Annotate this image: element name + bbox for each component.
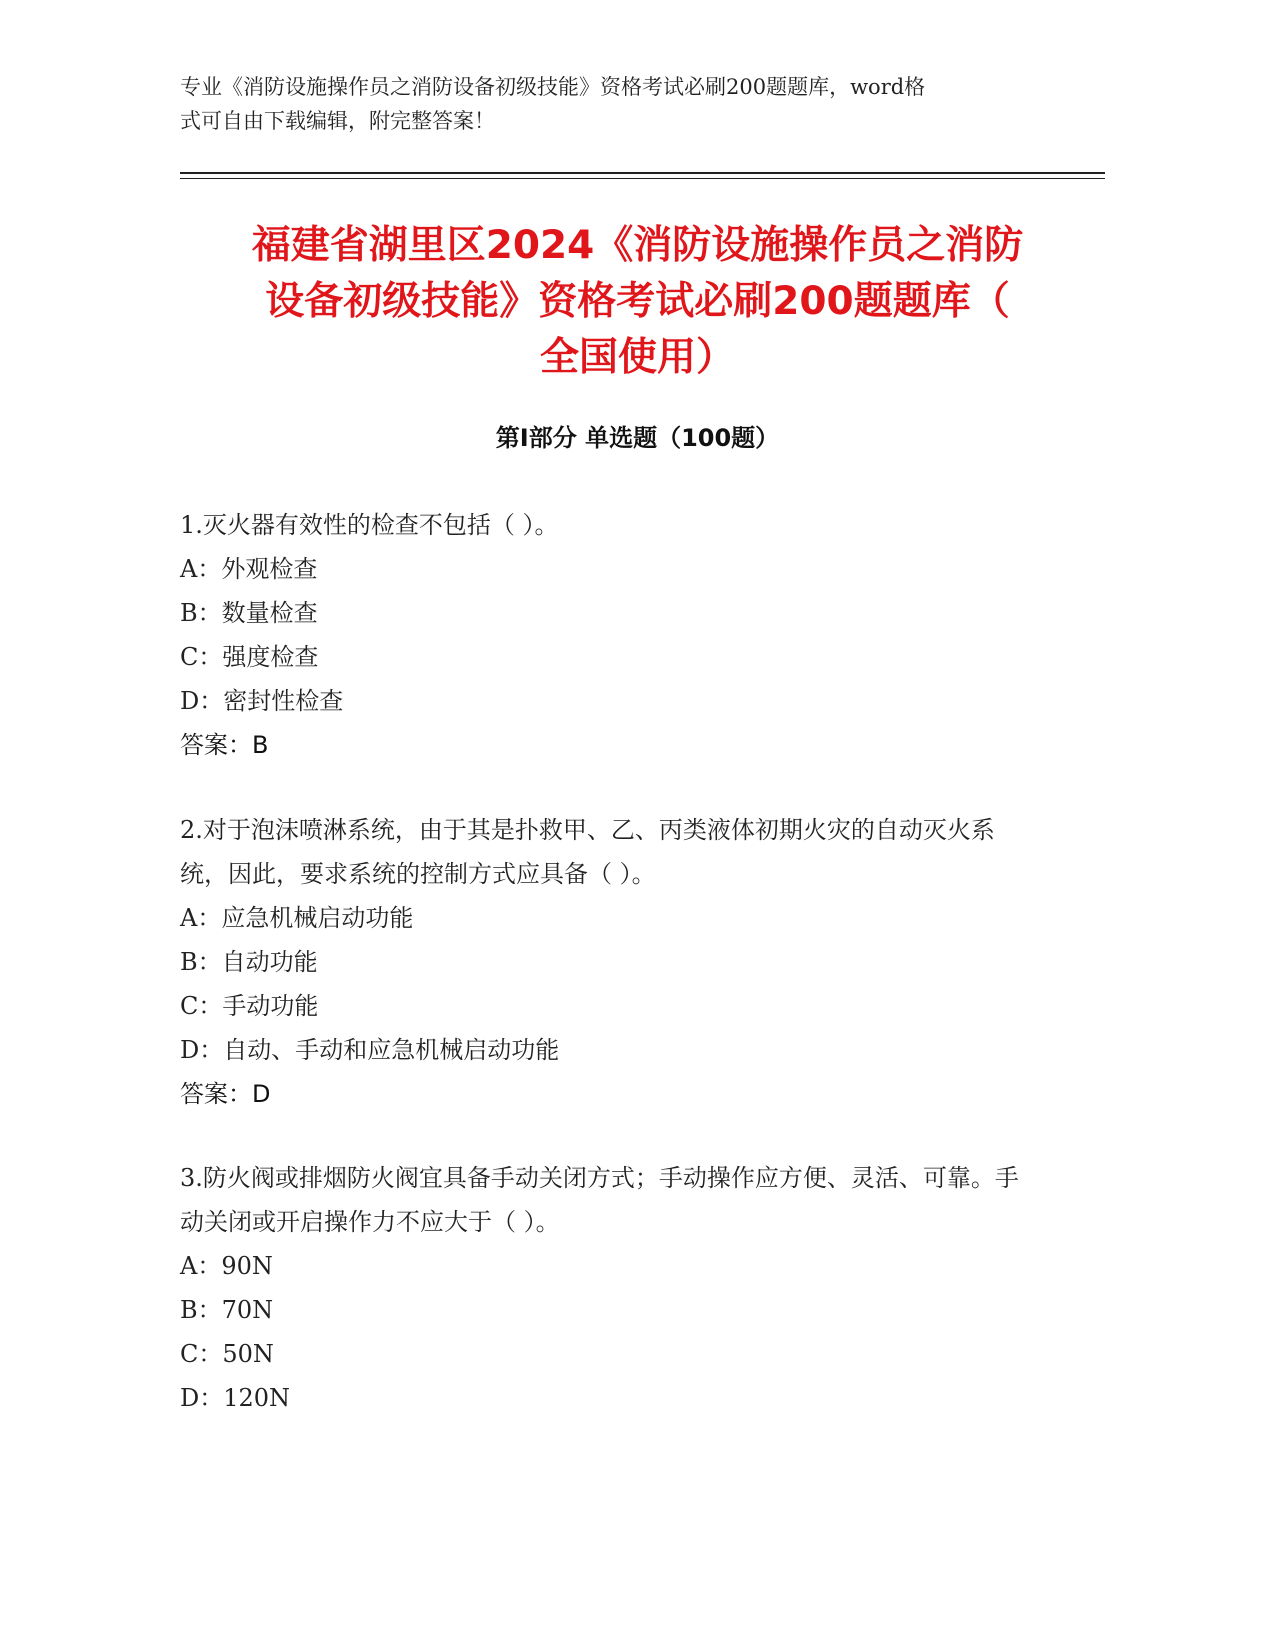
document-title	[150, 218, 1125, 386]
question-option-b: B：数量检查	[180, 599, 318, 627]
question-block	[180, 808, 1040, 1116]
question-option-c: C：50N	[180, 1340, 274, 1368]
question-option-c: C：强度检查	[180, 643, 319, 671]
document-title-line-2: 设备初级技能》资格考试必刷200题题库（	[265, 279, 1010, 324]
question-option-c: C：手动功能	[180, 992, 319, 1020]
question-block	[180, 503, 1040, 767]
header-note-line-2: 式可自由下载编辑，附完整答案！	[180, 109, 495, 133]
question-stem: 1.灭火器有效性的检查不包括（ ）。	[180, 511, 559, 539]
document-title-line-3: 全国使用）	[539, 335, 735, 380]
header-divider-thin	[180, 178, 1105, 179]
question-option-b: B：70N	[180, 1296, 274, 1324]
question-answer: 答案：D	[180, 1080, 271, 1108]
question-option-d: D：自动、手动和应急机械启动功能	[180, 1036, 560, 1064]
question-stem: 3.防火阀或排烟防火阀宜具备手动关闭方式；手动操作应方便、灵活、可靠。手动关闭或开启操作力不应大于（ ）。	[180, 1164, 1019, 1236]
question-option-d: D：密封性检查	[180, 687, 344, 715]
question-option-b: B：自动功能	[180, 948, 318, 976]
question-option-d: D：120N	[180, 1384, 291, 1412]
question-option-a: A：外观检查	[180, 555, 318, 583]
header-note-line-1: 专业《消防设施操作员之消防设备初级技能》资格考试必刷200题题库，word格	[180, 75, 926, 99]
section-heading: 第Ⅰ部分 单选题（100题）	[495, 424, 780, 452]
header-note	[180, 70, 1060, 138]
header-divider-thick	[180, 172, 1105, 174]
document-title-line-1: 福建省湖里区2024《消防设施操作员之消防	[251, 223, 1024, 268]
question-option-a: A：90N	[180, 1252, 273, 1280]
question-answer: 答案：B	[180, 731, 269, 759]
question-stem: 2.对于泡沫喷淋系统，由于其是扑救甲、乙、丙类液体初期火灾的自动灭火系统，因此，要求系统的控制方式应具备（ ）。	[180, 816, 995, 888]
question-option-a: A：应急机械启动功能	[180, 904, 414, 932]
question-block	[180, 1156, 1040, 1420]
